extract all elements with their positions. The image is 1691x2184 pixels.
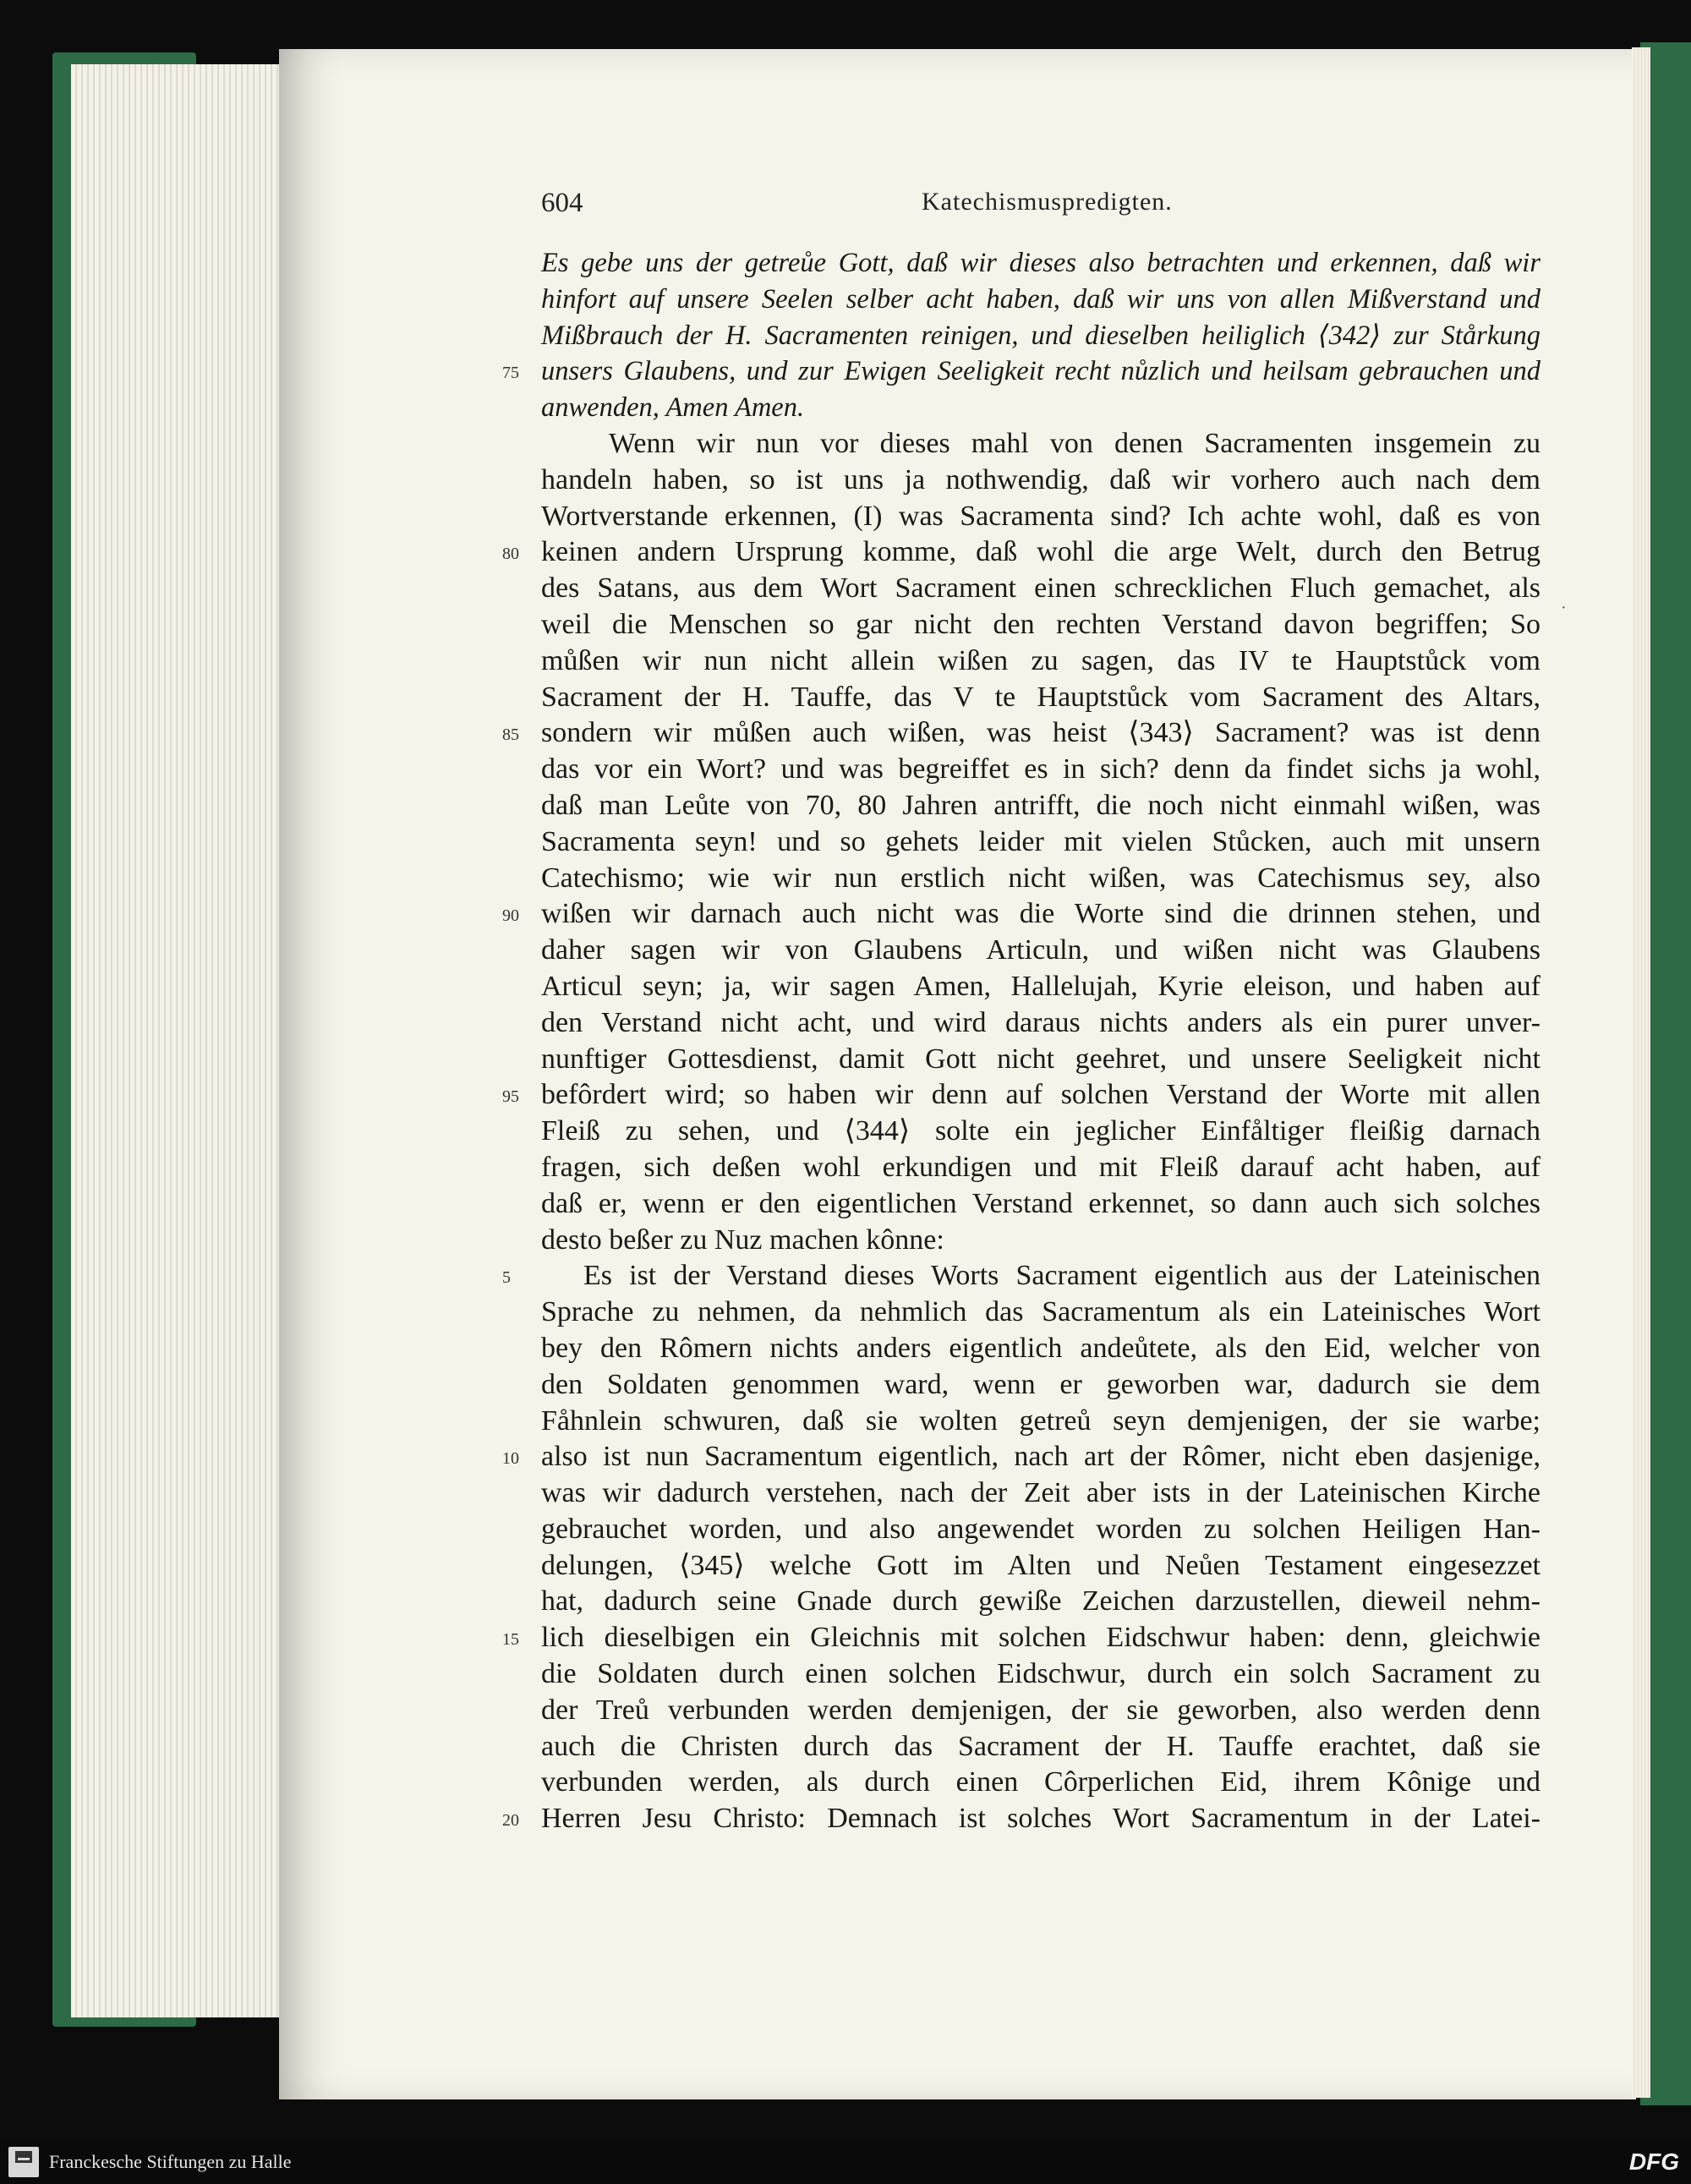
text-line: den Verstand nicht acht, und wird daraus nichts anders als ein purer unver- <box>541 1006 1541 1038</box>
text-line: Sacramenta seyn! und so gehets leider mit vielen Stůcken, auch mit unsern <box>541 825 1541 857</box>
text-line: Fleiß zu sehen, und ⟨344⟩ solte ein jeglicher Einfåltiger fleißig darnach <box>541 1115 1541 1147</box>
running-head <box>541 188 1556 222</box>
text-line: hat, dadurch seine Gnade durch gewiße Zeichen darzustellen, dieweil nehm- <box>541 1585 1541 1617</box>
page-number: 604 <box>541 188 583 218</box>
text-line: Articul seyn; ja, wir sagen Amen, Hallelujah, Kyrie eleison, und haben auf <box>541 970 1541 1002</box>
text-line: Fåhnlein schwuren, daß sie wolten getreů seyn demjenigen, der sie warbe; <box>541 1404 1541 1437</box>
text-line: verbunden werden, als durch einen Côrperlichen Eid, ihrem Kônige und <box>541 1766 1541 1798</box>
text-line: Herren Jesu Christo: Demnach ist solches Wort Sacramentum in der Latei- <box>541 1803 1541 1835</box>
line-number: 90 <box>502 906 519 926</box>
text-line: Sacrament der H. Tauffe, das V te Hauptstůck vom Sacrament des Altars, <box>541 681 1541 713</box>
text-line: keinen andern Ursprung komme, daß wohl die arge Welt, durch den Betrug <box>541 536 1541 568</box>
line-number: 85 <box>502 725 519 745</box>
text-line: sondern wir můßen auch wißen, was heist ⟨343⟩ Sacrament? was ist denn <box>541 717 1541 749</box>
text-line: Es ist der Verstand dieses Worts Sacrament eigentlich aus der Lateinischen <box>583 1260 1541 1292</box>
text-line: anwenden, Amen Amen. <box>541 392 805 424</box>
text-line: des Satans, aus dem Wort Sacrament einen schrecklichen Fluch gemachet, als <box>541 572 1541 605</box>
text-line: daß er, wenn er den eigentlichen Verstand erkennet, so dann auch sich solches <box>541 1187 1541 1219</box>
institution-label[interactable]: Franckesche Stiftungen zu Halle <box>49 2151 292 2172</box>
orphanage-building-icon <box>8 2147 39 2177</box>
line-number: 5 <box>502 1268 511 1288</box>
text-line: můßen wir nun nicht allein wißen zu sagen, das IV te Hauptstůck vom <box>541 644 1541 676</box>
text-line: desto beßer zu Nuz machen kônne: <box>541 1223 944 1256</box>
text-line: delungen, ⟨345⟩ welche Gott im Alten und Neůen Testament eingesezzet <box>541 1549 1541 1581</box>
line-number: 95 <box>502 1087 519 1107</box>
text-line: der Treů verbunden werden demjenigen, der sie geworben, also werden denn <box>541 1694 1541 1726</box>
text-line: nunftiger Gottesdienst, damit Gott nicht geehret, und unsere Seeligkeit nicht <box>541 1043 1541 1075</box>
text-line: Sprache zu nehmen, da nehmlich das Sacramentum als ein Lateinisches Wort <box>541 1296 1541 1328</box>
text-line: daher sagen wir von Glaubens Articuln, und wißen nicht was Glaubens <box>541 934 1541 966</box>
line-number: 20 <box>502 1811 519 1831</box>
line-number: 10 <box>502 1449 519 1469</box>
footer-bar <box>0 2140 1691 2184</box>
text-line: hinfort auf unsere Seelen selber acht haben, daß wir uns von allen Mißverstand und <box>541 283 1541 315</box>
text-line: Es gebe uns der getreůe Gott, daß wir dieses also betrachten und erkennen, daß wir <box>541 248 1541 278</box>
text-line: also ist nun Sacramentum eigentlich, nach art der Rômer, nicht eben dasjenige, <box>541 1441 1541 1473</box>
header-title: Katechismuspredigten. <box>922 188 1173 216</box>
text-line: unsers Glaubens, und zur Ewigen Seeligkeit recht nůzlich und heilsam gebrauchen und <box>541 356 1541 387</box>
text-line: Catechismo; wie wir nun erstlich nicht wißen, was Catechismus sey, also <box>541 862 1541 894</box>
text-line: die Soldaten durch einen solchen Eidschwur, durch ein solch Sacrament zu <box>541 1658 1541 1690</box>
text-line: weil die Menschen so gar nicht den rechten Verstand davon begriffen; So <box>541 608 1541 640</box>
page-edges-left <box>71 64 291 2017</box>
text-line: das vor ein Wort? und was begreiffet es in sich? denn da findet sichs ja wohl, <box>541 753 1541 785</box>
text-line: lich dieselbigen ein Gleichnis mit solchen Eidschwur haben: denn, gleichwie <box>541 1622 1541 1654</box>
text-line: was wir dadurch verstehen, nach der Zeit aber ists in der Lateinischen Kirche <box>541 1477 1541 1509</box>
text-line: befôrdert wird; so haben wir denn auf solchen Verstand der Worte mit allen <box>541 1079 1541 1111</box>
dfg-logo[interactable]: DFG <box>1628 2148 1679 2175</box>
line-number: 80 <box>502 545 519 564</box>
text-line: bey den Rômern nichts anders eigentlich andeůtete, als den Eid, welcher von <box>541 1332 1541 1364</box>
text-line: gebrauchet worden, und also angewendet worden zu solchen Heiligen Han- <box>541 1513 1541 1545</box>
text-line: fragen, sich deßen wohl erkundigen und mit Fleiß darauf acht haben, auf <box>541 1151 1541 1183</box>
text-line: Wortverstande erkennen, (I) was Sacramenta sind? Ich achte wohl, daß es von <box>541 500 1541 532</box>
line-number: 75 <box>502 364 519 383</box>
text-line: Mißbrauch der H. Sacramenten reinigen, und dieselben heiliglich ⟨342⟩ zur Stårkung <box>541 320 1541 351</box>
page-edges-right <box>1632 47 1650 2098</box>
text-line: auch die Christen durch das Sacrament der H. Tauffe erachtet, daß sie <box>541 1730 1541 1762</box>
text-line: handeln haben, so ist uns ja nothwendig, daß wir vorhero auch nach dem <box>541 463 1541 495</box>
text-line: den Soldaten genommen ward, wenn er geworben war, dadurch sie dem <box>541 1368 1541 1400</box>
text-line: daß man Leůte von 70, 80 Jahren antrifft, die noch nicht einmahl wißen, was <box>541 789 1541 821</box>
margin-mark: · <box>1561 599 1567 617</box>
line-number: 15 <box>502 1630 519 1650</box>
text-line: Wenn wir nun vor dieses mahl von denen Sacramenten insgemein zu <box>609 427 1541 459</box>
text-line: wißen wir darnach auch nicht was die Worte sind die drinnen stehen, und <box>541 898 1541 930</box>
body-text <box>541 245 1541 1837</box>
